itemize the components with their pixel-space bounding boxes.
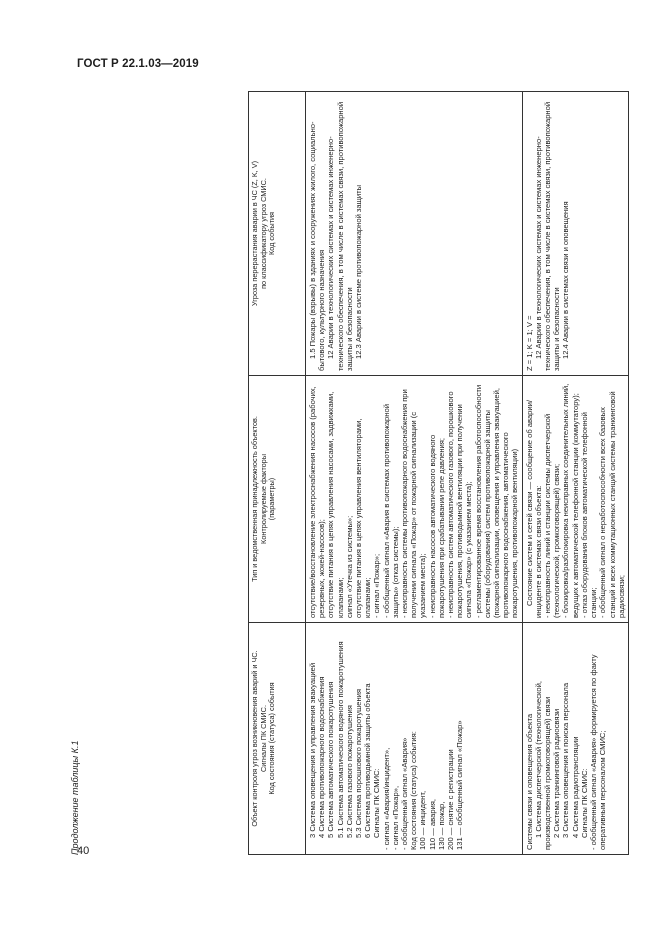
cell-line: 130 — пожар, bbox=[436, 801, 446, 850]
cell-line: Состояние систем и сетей связи — сообщение об аварии/инциденте в системах связи объекта: bbox=[524, 400, 543, 618]
cell-line: Системы связи и оповещения объекта bbox=[524, 713, 534, 850]
cell-controlled-factors bbox=[306, 376, 523, 623]
cell-line: - сигнал «Пожар», bbox=[390, 785, 400, 850]
cell-line: 5.2 Система газового пожаротушения bbox=[344, 705, 354, 838]
cell-line: 12 Аварии в технологических системах и системах инженерно-технического обеспечения, в том числе в системах связи, противопожарной защиты и безопасности bbox=[533, 101, 562, 371]
cell-line: - обобщенный сигнал о неработоспособности всех базовых станций и всех коммутационных станций системы транкинговой радиосвязи; bbox=[598, 391, 626, 618]
cell-line: Z = 1; K = 1; V = bbox=[524, 315, 534, 371]
column-header-control-object: Объект контроля угроз возникновения аварий и ЧС. Сигналы ПК СМИС. Код состояния (статуса) события bbox=[249, 623, 306, 855]
column-header-threat: Угроза перерастания аварии в ЧС (Z, K, V) по классификатору угроз СМИС. Код события bbox=[249, 92, 306, 376]
cell-line: 100 — инцидент, bbox=[418, 790, 428, 850]
cell-line: 110 — авария, bbox=[427, 798, 437, 850]
cell-line: 2 Система транкинговой радиосвязи bbox=[552, 708, 562, 838]
document-title: ГОСТ Р 22.1.03—2019 bbox=[77, 58, 199, 70]
cell-line: - обобщенный сигнал «Авария в системах противопожарной защиты» (отказ системы); bbox=[381, 404, 400, 618]
cell-line: сигнал «Утечка из системы»; bbox=[344, 515, 354, 618]
cell-line: - неисправность системы противопожарного водоснабжения при получении сигнала «Пожар» от пожарной сигнализации (с указанием места); bbox=[400, 389, 428, 618]
cell-line: отсутствие питания в цепях управления насосами, задвижками, клапанами; bbox=[326, 391, 345, 618]
rotated-table-wrapper bbox=[248, 92, 626, 855]
cell-line: - неисправность систем автоматического газового, порошкового пожаротушения, противодымной вентиляции при получении сигнала «Пожар» (с указанием места); bbox=[446, 391, 474, 618]
cell-communication-systems bbox=[522, 623, 628, 855]
cell-line: Сигналы ПК СМИС: bbox=[579, 768, 589, 838]
column-header-object-type: Тип и ведомственная принадлежность объектов. Контролируемые факторы (параметры) bbox=[249, 376, 306, 623]
cell-line: 1 Система диспетчерской (технологической, производственной громкоговорящей) связи bbox=[533, 681, 553, 850]
table-k1 bbox=[248, 91, 629, 855]
cell-threat-classification bbox=[306, 92, 523, 376]
cell-line: отсутствие/восстановление электроснабжения насосов (рабочих, резервных, жокей-насосов); bbox=[308, 386, 327, 618]
cell-line: Сигналы ПК СМИС: bbox=[372, 768, 382, 838]
table-continuation-caption: Продолжение таблицы К.1 bbox=[70, 740, 80, 855]
cell-fire-protection-systems bbox=[306, 623, 523, 855]
cell-line: 1.5 Пожары (взрывы) в зданиях и сооружениях жилого, социально-бытового, культурного назначения bbox=[308, 121, 327, 371]
cell-line: 131 — обобщенный сигнал «Пожар» bbox=[455, 720, 465, 850]
cell-line: 5.3 Система порошкового пожаротушения bbox=[354, 688, 364, 838]
cell-line: - регламентированное время восстановления работоспособности системы (оборудования) систем противопожарной защиты (пожарной сигнализации, оповещения и управления эвакуацией, противопожарного водоснабжения, автоматического пожаротушения, противопожарной вентиляции) bbox=[473, 384, 520, 618]
cell-line: - неисправность линий и станции системы диспетчерской (технологической, громкоговорящей) связи; bbox=[543, 413, 562, 618]
cell-communication-status bbox=[522, 376, 628, 623]
cell-line: 12.3 Аварии в системе противопожарной защиты bbox=[354, 184, 364, 359]
cell-line: - неисправность насосов автоматического водяного пожаротушения при срабатывании реле давления; bbox=[427, 434, 446, 618]
cell-line: - отказ оборудования блоков автоматической телефонной станции; bbox=[579, 412, 599, 618]
table-header-row bbox=[249, 92, 306, 855]
cell-line: 200 — снятие с регистрации bbox=[446, 749, 456, 850]
cell-communication-threat bbox=[522, 92, 628, 376]
cell-line: 12.4 Аварии в системах связи и оповещения bbox=[561, 201, 571, 359]
cell-line: - обобщенный сигнал «Авария» формируется по факту оперативным персоналом СМИС; bbox=[589, 654, 608, 850]
cell-line: 5.1 Система автоматического водяного пожаротушения bbox=[335, 641, 345, 838]
table-row bbox=[306, 92, 523, 855]
cell-line: 4 Система радиотрансляции bbox=[570, 736, 580, 838]
cell-line: 12 Аварии в технологических системах и системах инженерно-технического обеспечения, в том числе в системах связи, противопожарной защиты и безопасности bbox=[326, 101, 354, 371]
table-k1-container bbox=[248, 92, 626, 855]
cell-line: Код состояния (статуса) события: bbox=[409, 731, 419, 850]
cell-line: 3 Система оповещения и поиска персонала bbox=[561, 682, 571, 838]
cell-line: 5 Система автоматического пожаротушения bbox=[326, 681, 336, 838]
cell-line: - блокировка/разблокировка неисправных соединительных линий, ведущих к автоматической телефонной станции (коммутатору); bbox=[561, 383, 580, 618]
cell-line: 3 Система оповещения и управления эвакуацией bbox=[308, 662, 317, 838]
page-number: 40 bbox=[77, 845, 90, 857]
cell-line: 4 Система противопожарного водоснабжения bbox=[317, 676, 327, 838]
cell-line: - обобщенный сигнал «Авария» bbox=[400, 737, 410, 850]
table-row bbox=[522, 92, 628, 855]
cell-line: - сигнал «Пожар»; bbox=[372, 553, 382, 618]
cell-line: отсутствие питания в цепях управления вентиляторами, клапанами; bbox=[354, 418, 373, 618]
cell-line: 6 Система противодымной защиты объекта bbox=[363, 683, 373, 838]
cell-line: - сигнал «Авария/инцидент», bbox=[381, 747, 391, 850]
